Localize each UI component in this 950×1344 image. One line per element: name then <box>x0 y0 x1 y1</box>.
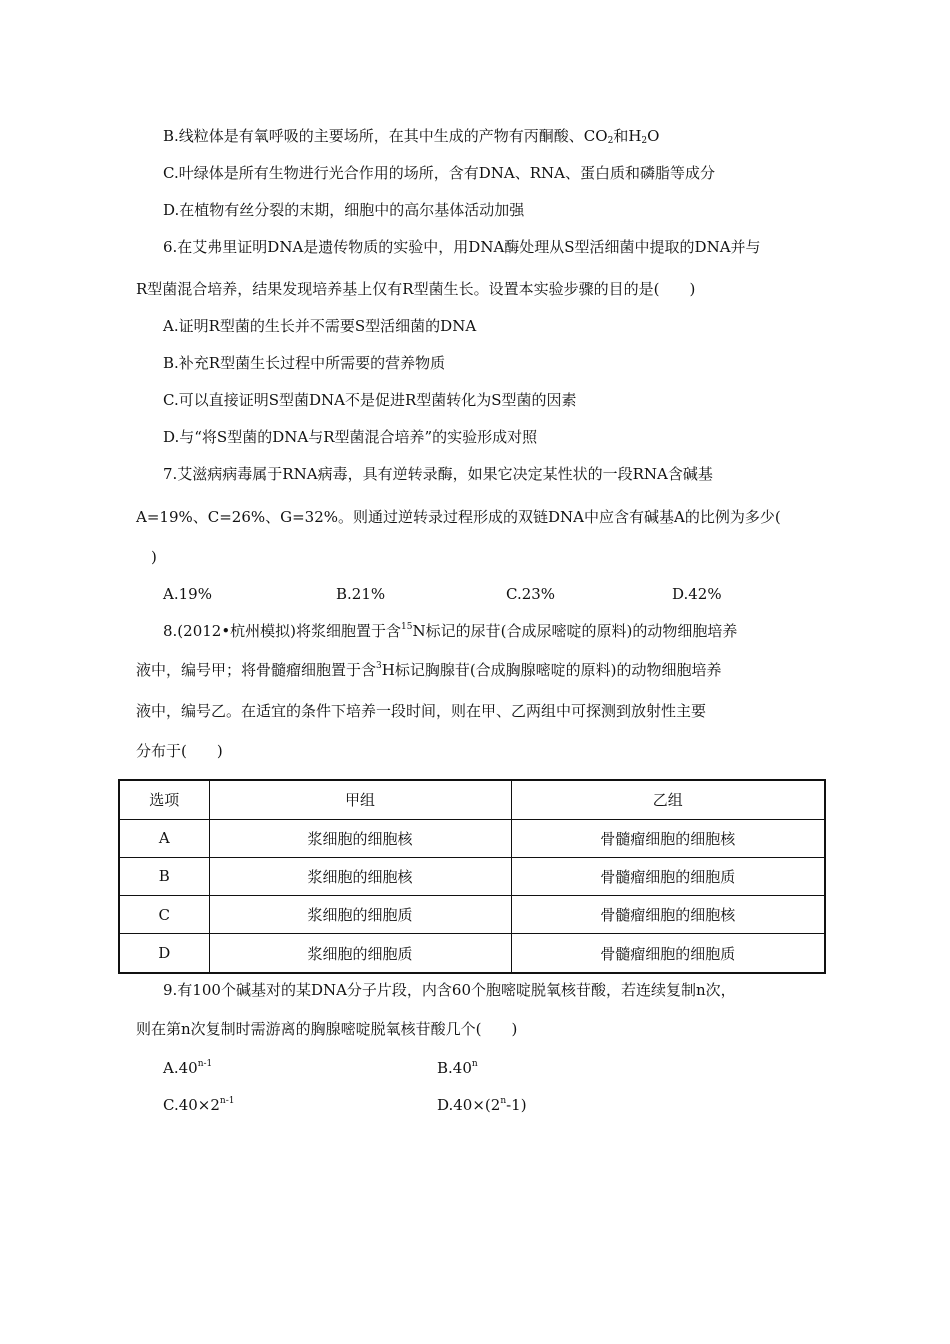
table-row <box>119 857 825 895</box>
table-header-cell: 选项 <box>119 780 209 819</box>
table-header-cell: 乙组 <box>511 780 825 819</box>
q6-stem-line1: 6.在艾弗里证明DNA是遗传物质的实验中，用DNA酶处理从S型活细菌中提取的DNA并与 <box>163 238 761 256</box>
q5-option-b-text: B.线粒体是有氧呼吸的主要场所，在其中生成的产物有丙酮酸、CO <box>163 127 608 145</box>
q5-option-b-text-2: 和H <box>613 127 642 145</box>
q9-option-d-text: D.40×(2 <box>437 1096 501 1114</box>
table-cell: 浆细胞的细胞质 <box>209 934 511 973</box>
table-header-row <box>119 780 825 819</box>
q7-option-b: B.21% <box>336 585 386 603</box>
table-cell: 骨髓瘤细胞的细胞核 <box>511 819 825 857</box>
q8-stem-line3: 液中，编号乙。在适宜的条件下培养一段时间，则在甲、乙两组中可探测到放射性主要 <box>136 702 707 720</box>
q7-stem-line1: 7.艾滋病病毒属于RNA病毒，具有逆转录酶，如果它决定某性状的一段RNA含碱基 <box>163 465 713 483</box>
q9-option-d <box>437 1095 527 1115</box>
q8-stem-line2 <box>136 660 722 680</box>
q9-option-b <box>437 1058 478 1078</box>
q5-option-d: D.在植物有丝分裂的末期，细胞中的高尔基体活动加强 <box>163 201 525 219</box>
q9-option-c <box>163 1095 235 1115</box>
q7-option-d: D.42% <box>672 585 722 603</box>
table-cell: A <box>119 819 209 857</box>
table-cell: 浆细胞的细胞核 <box>209 819 511 857</box>
table-cell: 骨髓瘤细胞的细胞质 <box>511 857 825 895</box>
subscript: 2 <box>641 136 648 146</box>
table-row <box>119 934 825 973</box>
q9-option-d-text-2: -1) <box>506 1096 527 1114</box>
q6-option-b: B.补充R型菌生长过程中所需要的营养物质 <box>163 354 446 372</box>
q8-stem-line4: 分布于( ) <box>136 742 223 760</box>
q5-option-c: C.叶绿体是所有生物进行光合作用的场所，含有DNA、RNA、蛋白质和磷脂等成分 <box>163 164 715 182</box>
table-cell: 浆细胞的细胞质 <box>209 896 511 934</box>
q6-option-c: C.可以直接证明S型菌DNA不是促进R型菌转化为S型菌的因素 <box>163 391 577 409</box>
table-cell: B <box>119 857 209 895</box>
q8-line1-text-2: N标记的尿苷(合成尿嘧啶的原料)的动物细胞培养 <box>412 622 738 640</box>
table-header-cell: 甲组 <box>209 780 511 819</box>
q8-line2-text: 液中，编号甲；将骨髓瘤细胞置于含 <box>136 661 377 679</box>
table-cell: C <box>119 896 209 934</box>
superscript: n <box>500 1096 507 1106</box>
subscript: 2 <box>607 136 614 146</box>
q8-line2-text-2: H标记胸腺苷(合成胸腺嘧啶的原料)的动物细胞培养 <box>381 661 722 679</box>
table-row <box>119 896 825 934</box>
q8-answer-table <box>118 779 826 974</box>
q9-stem-line1: 9.有100个碱基对的某DNA分子片段，内含60个胞嘧啶脱氧核苷酸，若连续复制n次， <box>163 981 736 999</box>
q7-stem-line3: ) <box>136 548 157 566</box>
table-cell: 骨髓瘤细胞的细胞核 <box>511 896 825 934</box>
q7-option-a: A.19% <box>163 585 212 603</box>
superscript: n-1 <box>219 1096 235 1106</box>
q9-option-c-text: C.40×2 <box>163 1096 220 1114</box>
q5-option-b-text-3: O <box>647 127 660 145</box>
table-cell: D <box>119 934 209 973</box>
q6-stem-line2: R型菌混合培养，结果发现培养基上仅有R型菌生长。设置本实验步骤的目的是( ) <box>136 280 696 298</box>
q5-option-b <box>163 126 659 146</box>
q7-stem-line2: A=19%、C=26%、G=32%。则通过逆转录过程形成的双链DNA中应含有碱基A的比例为多少( <box>136 508 781 526</box>
table-row <box>119 819 825 857</box>
q9-option-a <box>163 1058 212 1078</box>
q9-option-a-text: A.40 <box>163 1059 198 1077</box>
q8-line1-text: 8.(2012•杭州模拟)将浆细胞置于含 <box>163 622 402 640</box>
q7-option-c: C.23% <box>506 585 556 603</box>
table-cell: 骨髓瘤细胞的细胞质 <box>511 934 825 973</box>
superscript: n <box>471 1059 478 1069</box>
table-cell: 浆细胞的细胞核 <box>209 857 511 895</box>
superscript: n-1 <box>197 1059 213 1069</box>
q8-stem-line1 <box>163 621 737 641</box>
q6-option-d: D.与“将S型菌的DNA与R型菌混合培养”的实验形成对照 <box>163 428 538 446</box>
q6-option-a: A.证明R型菌的生长并不需要S型活细菌的DNA <box>163 317 477 335</box>
superscript: 15 <box>401 622 413 632</box>
q9-option-b-text: B.40 <box>437 1059 472 1077</box>
q9-stem-line2: 则在第n次复制时需游离的胸腺嘧啶脱氧核苷酸几个( ) <box>136 1020 518 1038</box>
superscript: 3 <box>376 661 382 671</box>
